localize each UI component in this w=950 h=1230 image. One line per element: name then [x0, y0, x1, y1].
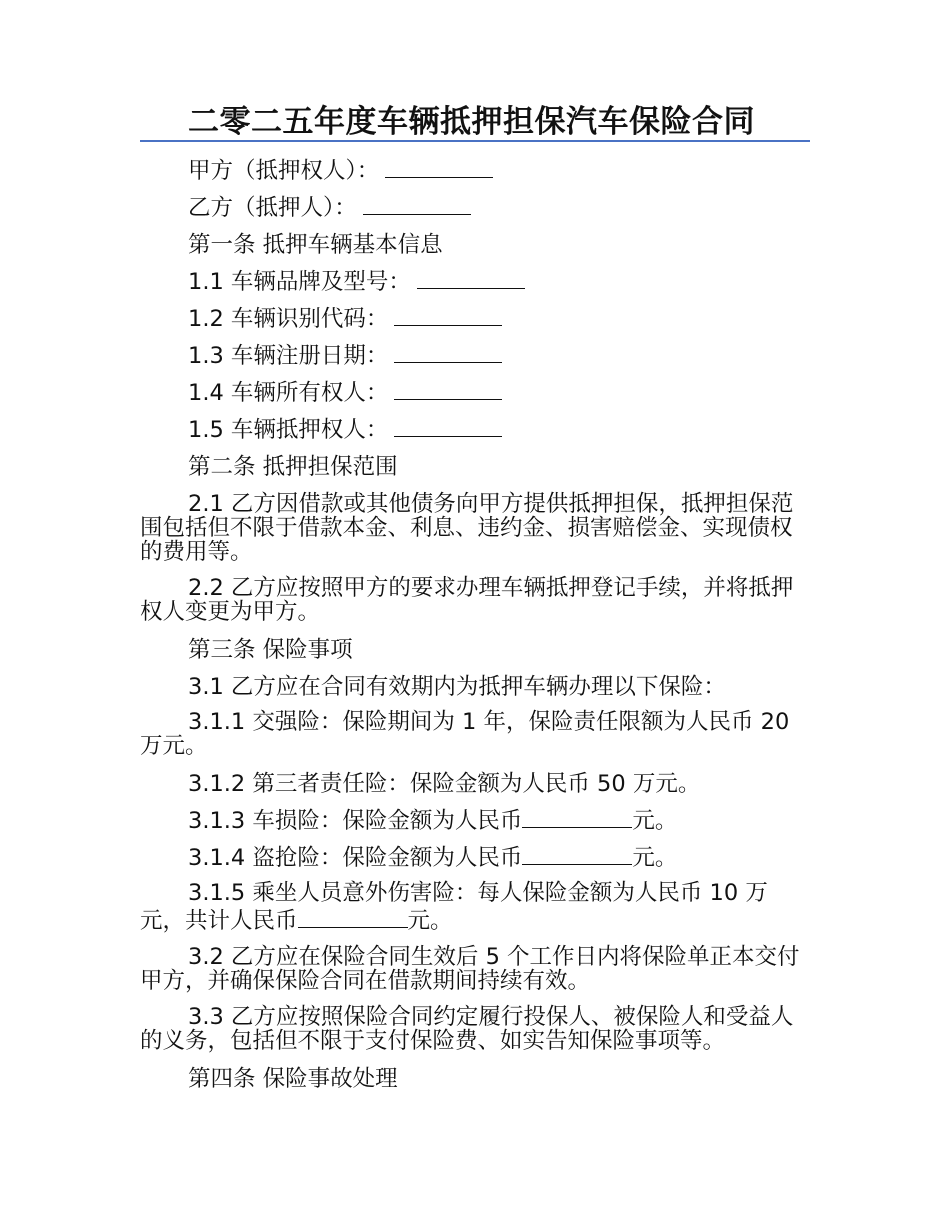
item-label: 3.1.4 盗抢险：保险金额为人民币 [188, 845, 523, 871]
item-suffix: 元。 [632, 808, 678, 834]
article-3-item-3 [140, 803, 808, 840]
item-label: 3.1.5 乘坐人员意外伤害险：每人保险金额为人民币 10 万元，共计人民币 [140, 880, 768, 934]
vehicle-owner-blank[interactable] [394, 377, 502, 400]
party-a-line [140, 153, 808, 190]
party-b-label: 乙方（抵押人）： [188, 195, 357, 221]
article-3-para-3: 3.3 乙方应按照保险合同约定履行投保人、被保险人和受益人的义务，包括但不限于支付保险费、如实告知保险事项等。 [140, 1004, 794, 1054]
party-a-blank[interactable] [385, 155, 493, 178]
article-1-item [140, 375, 808, 412]
article-3-item-5 [140, 877, 808, 933]
article-1-item [140, 301, 808, 338]
article-2-para-1: 2.1 乙方因借款或其他债务向甲方提供抵押担保，抵押担保范围包括但不限于借款本金、利息、违约金、损害赔偿金、实现债权的费用等。 [140, 491, 794, 565]
item-suffix: 元。 [632, 845, 678, 871]
item-label: 3.1.3 车损险：保险金额为人民币 [188, 808, 523, 834]
party-a-label: 甲方（抵押权人）： [188, 158, 380, 184]
article-3-heading: 第三条 保险事项 [188, 637, 353, 663]
article-3-item-1: 3.1.1 交强险：保险期间为 1 年，保险责任限额为人民币 20 万元。 [140, 709, 790, 759]
item-label: 1.4 车辆所有权人： [188, 380, 389, 406]
article-4-heading: 第四条 保险事故处理 [188, 1066, 398, 1092]
article-2-para-2: 2.2 乙方应按照甲方的要求办理车辆抵押登记手续，并将抵押权人变更为甲方。 [140, 575, 794, 625]
item-label: 1.1 车辆品牌及型号： [188, 269, 411, 295]
theft-amount-blank[interactable] [522, 842, 632, 865]
article-3-item-4 [140, 840, 808, 877]
passenger-total-blank[interactable] [298, 905, 408, 928]
article-1-item [140, 264, 808, 301]
article-1-item [140, 412, 808, 449]
document-title: 二零二五年度车辆抵押担保汽车保险合同 [188, 104, 755, 140]
item-label: 1.5 车辆抵押权人： [188, 417, 389, 443]
registration-date-blank[interactable] [394, 340, 502, 363]
item-label: 1.2 车辆识别代码： [188, 306, 389, 332]
article-3-item-2: 3.1.2 第三者责任险：保险金额为人民币 50 万元。 [188, 771, 701, 797]
vehicle-model-blank[interactable] [417, 266, 525, 289]
title-underline [140, 140, 810, 142]
vin-blank[interactable] [394, 303, 502, 326]
article-1-item [140, 338, 808, 375]
article-3-intro: 3.1 乙方应在合同有效期内为抵押车辆办理以下保险： [188, 674, 726, 700]
party-b-blank[interactable] [363, 192, 471, 215]
article-3-para-2: 3.2 乙方应在保险合同生效后 5 个工作日内将保险单正本交付甲方，并确保保险合同在借款期间持续有效。 [140, 944, 800, 994]
party-b-line [140, 190, 808, 227]
document-body [140, 153, 808, 1098]
article-2-heading: 第二条 抵押担保范围 [188, 454, 398, 480]
article-1-heading: 第一条 抵押车辆基本信息 [188, 232, 443, 258]
item-label: 1.3 车辆注册日期： [188, 343, 389, 369]
mortgagee-blank[interactable] [394, 414, 502, 437]
collision-amount-blank[interactable] [522, 805, 632, 828]
item-suffix: 元。 [407, 908, 453, 934]
